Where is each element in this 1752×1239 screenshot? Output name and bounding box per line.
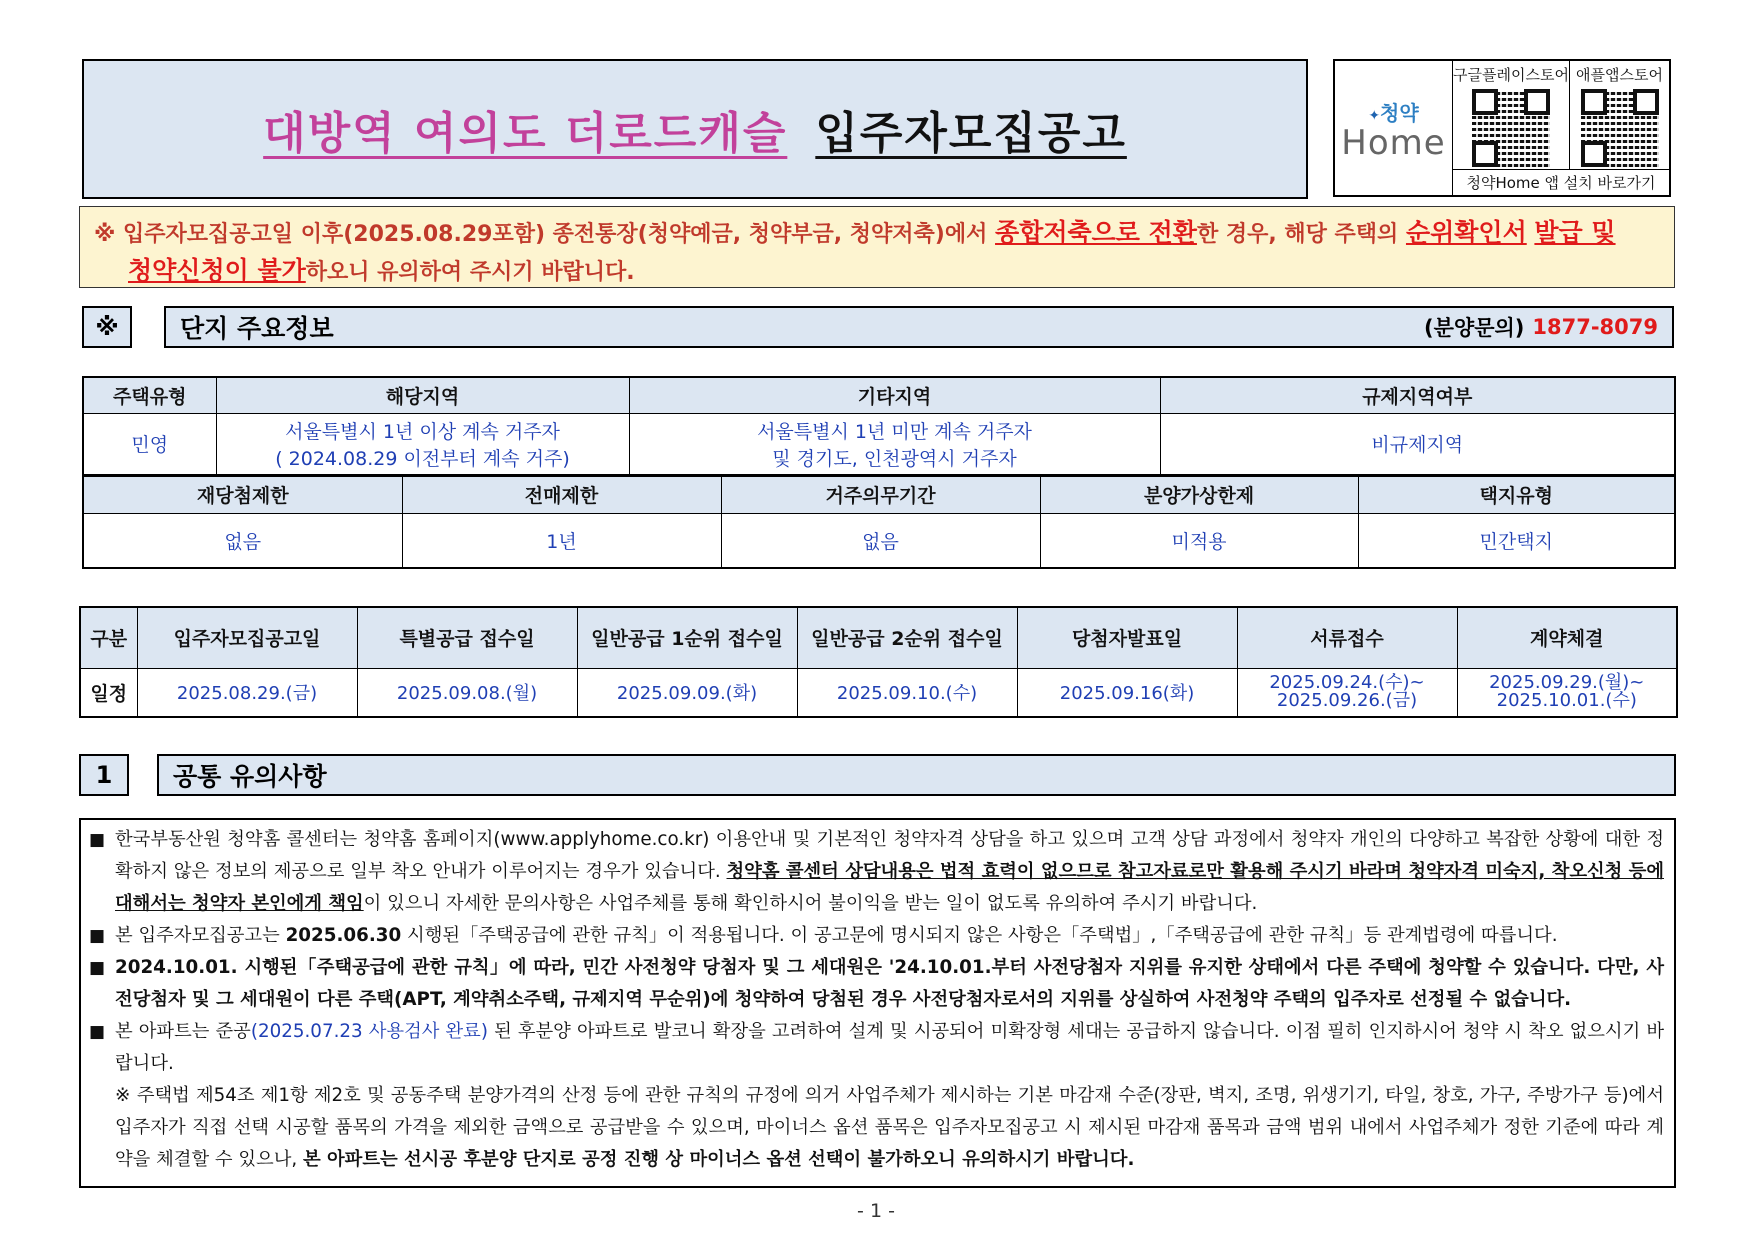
bullet-icon: ■ (89, 830, 106, 850)
account-conversion-warning: ※ 입주자모집공고일 이후(2025.08.29포함) 종전통장(청약예금, 청약부금, 청약저축)에서 종합저축으로 전환한 경우, 해당 주택의 순위확인서 발급 및 청약신청이 불가하오니 유의하여 주시기 바랍니다. (79, 206, 1675, 288)
other-area: 서울특별시 1년 미만 계속 거주자 및 경기도, 인천광역시 거주자 (629, 413, 1160, 475)
header-housing-type: 주택유형 (83, 377, 216, 413)
google-play-store[interactable]: 구글플레이스토어 (1453, 61, 1570, 169)
header-documents: 서류접수 (1237, 607, 1457, 668)
header-price-cap: 분양가상한제 (1040, 476, 1358, 513)
section-marker: ※ (82, 306, 132, 348)
contract-period: 2025.09.29.(월)~ 2025.10.01.(수) (1457, 668, 1677, 717)
header-second-rank: 일반공급 2순위 접수일 (797, 607, 1017, 668)
section-number: 1 (79, 754, 129, 796)
bullet-icon: ■ (89, 1022, 106, 1042)
app-install-box (1333, 59, 1671, 197)
common-notes-box (79, 818, 1676, 1188)
row-label: 일정 (80, 668, 137, 717)
apple-app-store[interactable]: 애플앱스토어 (1570, 61, 1669, 169)
land-type: 민간택지 (1358, 513, 1675, 568)
header-winner-announce: 당첨자발표일 (1017, 607, 1237, 668)
documents-period: 2025.09.24.(수)~ 2025.09.26.(금) (1237, 668, 1457, 717)
app-install-link[interactable]: 청약Home 앱 설치 바로가기 (1453, 169, 1669, 195)
eligibility-table (82, 376, 1676, 476)
note-rules: ■ 본 입주자모집공고는 2025.06.30 시행된「주택공급에 관한 규칙」이 적용됩니다. 이 공고문에 명시되지 않은 사항은「주택법」,「주택공급에 관한 규칙」등 관계법령에 따릅니다. (89, 920, 1664, 952)
residence-duty: 없음 (721, 513, 1040, 568)
qr-code-icon[interactable] (1581, 89, 1659, 167)
schedule-table (79, 606, 1678, 718)
announce-date: 2025.08.29.(금) (137, 668, 357, 717)
bullet-icon: ■ (89, 926, 106, 946)
header-local-area: 해당지역 (216, 377, 629, 413)
header-announce-date: 입주자모집공고일 (137, 607, 357, 668)
section-common-notes: 공통 유의사항 (157, 754, 1676, 796)
bullet-icon: ■ (89, 958, 106, 978)
note-completion: ■ 본 아파트는 준공(2025.07.23 사용검사 완료) 된 후분양 아파트로 발코니 확장을 고려하여 설계 및 시공되어 미확장형 세대는 공급하지 않습니다. 이점 필히 인지하시어 청약 시 착오 없으시기 바랍니다. (89, 1016, 1664, 1080)
header-special-supply: 특별공급 접수일 (357, 607, 577, 668)
header-first-rank: 일반공급 1순위 접수일 (577, 607, 797, 668)
sales-phone[interactable]: 1877-8079 (1532, 315, 1658, 339)
note-minus-option: ※ 주택법 제54조 제1항 제2호 및 공동주택 분양가격의 산정 등에 관한 규칙의 규정에 의거 사업주체가 제시하는 기본 마감재 수준(장판, 벽지, 조명, 위생기기, 타일, 창호, 가구, 주방가구 등)에서 입주자가 직접 선택 시공할 품목의 가격을 제외한 금액으로 공급받을 수 있으며, 마이너스 옵션 품목은 입주자모집공고 시 제시된 마감재 품목과 금액 범위 내에서 사업주체가 정한 기준에 따라 계약을 체결할 수 있으나, 본 아파트는 선시공 후분양 단지로 공정 진행 상 마이너스 옵션 선택이 불가하오니 유의하시기 바랍니다. (115, 1085, 1664, 1170)
second-rank-date: 2025.09.10.(수) (797, 668, 1017, 717)
page-number: - 1 - (857, 1200, 895, 1222)
header-rewin-limit: 재당첨제한 (83, 476, 402, 513)
complex-name: 대방역 여의도 더로드캐슬 (263, 108, 788, 159)
local-area: 서울특별시 1년 이상 계속 거주자 ( 2024.08.29 이전부터 계속 거주) (216, 413, 629, 475)
header-resale-limit: 전매제한 (402, 476, 721, 513)
special-supply-date: 2025.09.08.(월) (357, 668, 577, 717)
restriction-table (82, 475, 1676, 569)
section-complex-info: 단지 주요정보 (분양문의) 1877-8079 (164, 306, 1674, 348)
sales-inquiry: (분양문의) 1877-8079 (1424, 315, 1658, 340)
note-callcenter: ■ 한국부동산원 청약홈 콜센터는 청약홈 홈페이지(www.applyhome.co.kr) 이용안내 및 기본적인 청약자격 상담을 하고 있으며 고객 상담 과정에서 청약자 개인의 다양하고 복잡한 상황에 대한 정확하지 않은 정보의 제공으로 일부 착오 안내가 이루어지는 경우가 있습니다. 청약홈 콜센터 상담내용은 법적 효력이 없으므로 참고자료로만 활용해 주시기 바라며 청약자격 미숙지, 착오신청 등에 대해서는 청약자 본인에게 책임이 있으니 자세한 문의사항은 사업주체를 통해 확인하시어 불이익을 받는 일이 없도록 유의하여 주시기 바랍니다. (89, 824, 1664, 920)
rewin-limit: 없음 (83, 513, 402, 568)
first-rank-date: 2025.09.09.(화) (577, 668, 797, 717)
notice-title: 입주자모집공고 (815, 108, 1127, 159)
header-category: 구분 (80, 607, 137, 668)
header-land-type: 택지유형 (1358, 476, 1675, 513)
resale-limit: 1년 (402, 513, 721, 568)
qr-code-icon[interactable] (1472, 89, 1550, 167)
housing-type: 민영 (83, 413, 216, 475)
header-regulation: 규제지역여부 (1160, 377, 1675, 413)
header-contract: 계약체결 (1457, 607, 1677, 668)
title-banner (82, 59, 1308, 199)
header-other-area: 기타지역 (629, 377, 1160, 413)
price-cap: 미적용 (1040, 513, 1358, 568)
header-residence-duty: 거주의무기간 (721, 476, 1040, 513)
regulation-status: 비규제지역 (1160, 413, 1675, 475)
note-pre-subscription: ■ 2024.10.01. 시행된「주택공급에 관한 규칙」에 따라, 민간 사전청약 당첨자 및 그 세대원은 '24.10.01.부터 사전당첨자 지위를 유지한 상태에서 다른 주택에 청약할 수 있습니다. 다만, 사전당첨자 및 그 세대원이 다른 주택(APT, 계약취소주택, 규제지역 무순위)에 청약하여 당첨된 경우 사전당첨자로서의 지위를 상실하여 사전청약 주택의 입주자로 선정될 수 없습니다. (89, 952, 1664, 1016)
applyhome-logo: ✦청약 Home (1335, 61, 1453, 195)
star-icon: ✦ (1368, 107, 1381, 124)
winner-announce-date: 2025.09.16(화) (1017, 668, 1237, 717)
